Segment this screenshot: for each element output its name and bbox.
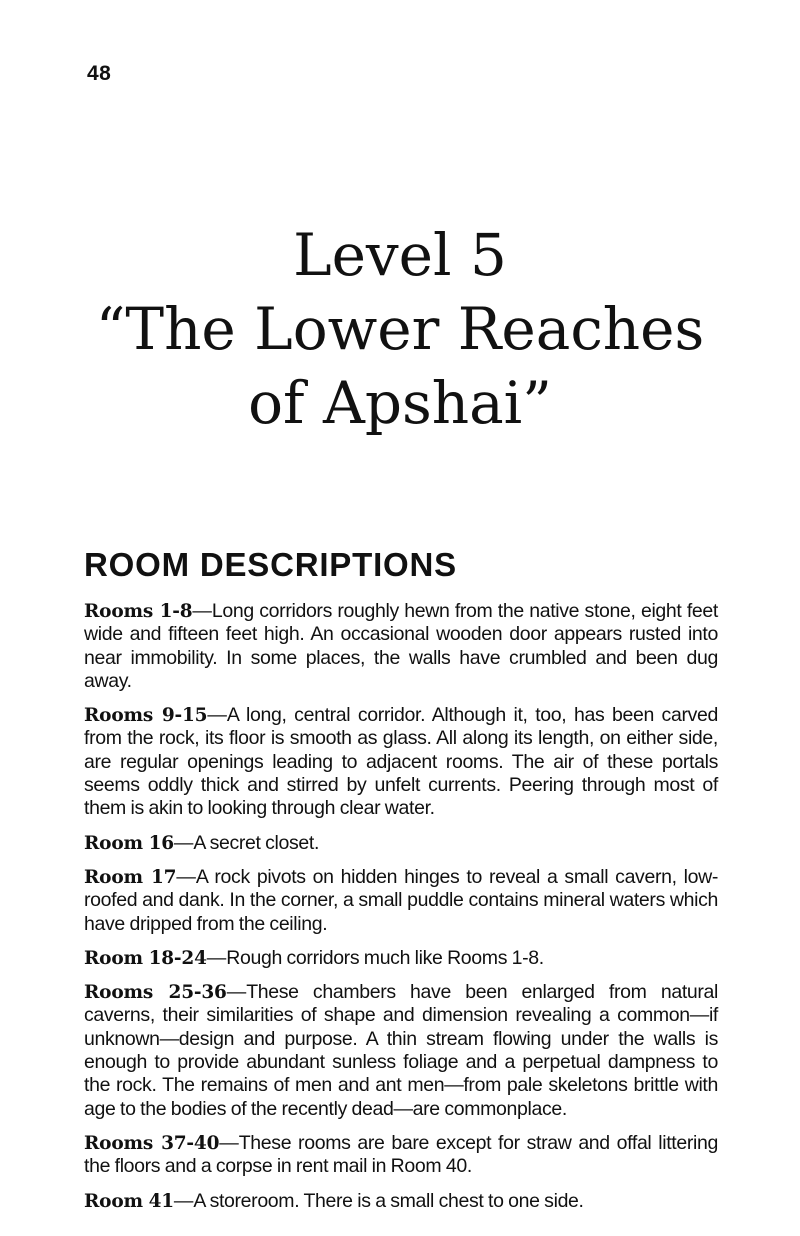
- title-line: of Apshai”: [248, 369, 552, 437]
- room-text: Rough corridors much like Rooms 1-8.: [226, 946, 544, 969]
- room-entry: [84, 704, 718, 820]
- room-entry: [84, 1190, 718, 1213]
- em-dash: —: [226, 981, 247, 1004]
- room-label: Room 16: [84, 832, 174, 854]
- room-label: Room 41: [84, 1190, 174, 1212]
- title-line: “The Lower Reaches: [95, 295, 705, 363]
- chapter-title: [0, 218, 800, 440]
- room-label: Rooms 37-40: [84, 1132, 220, 1154]
- section-heading: ROOM DESCRIPTIONS: [84, 546, 457, 583]
- room-text: A storeroom. There is a small chest to one side.: [193, 1189, 584, 1212]
- title-line: Level 5: [293, 221, 507, 289]
- room-entry: [84, 866, 718, 936]
- page-number: 48: [87, 62, 112, 85]
- em-dash: —: [173, 1189, 194, 1212]
- em-dash: —: [173, 831, 194, 854]
- room-text: A secret closet.: [193, 831, 320, 854]
- room-entry: [84, 1132, 718, 1179]
- room-entry: [84, 981, 718, 1121]
- em-dash: —: [206, 946, 227, 969]
- room-text: These rooms are bare except for straw and offal littering the floors and a corpse in rent mail in Room 40.: [84, 1131, 718, 1178]
- room-entry: [84, 600, 718, 693]
- room-text: A long, central corridor. Although it, too, has been carved from the rock, its floor is smooth as glass. All along its length, on either side, are regular openings leading to adjacent rooms. The air of these portals seems oddly thick and stirred by unfelt currents. Peering through most of them is akin to looking through clear water.: [84, 704, 718, 820]
- room-descriptions: [84, 600, 718, 1224]
- room-label: Rooms 9-15: [84, 705, 208, 727]
- room-label: Rooms 25-36: [84, 982, 227, 1004]
- room-label: Room 17: [84, 866, 177, 888]
- room-text: These chambers have been enlarged from natural caverns, their similarities of shape and dimension revealing a common—if unknown—design and purpose. A thin stream flowing under the walls is enough to provide abundant sunless foliage and a perpetual dampness to the rock. The remains of men and ant men—from pale skeletons brittle with age to the bodies of the recently dead—are commonplace.: [84, 981, 718, 1120]
- room-label: Rooms 1-8: [84, 601, 193, 622]
- em-dash: —: [176, 865, 196, 888]
- em-dash: —: [219, 1131, 239, 1154]
- room-entry: [84, 947, 718, 970]
- room-label: Room 18-24: [84, 947, 207, 969]
- room-entry: [84, 832, 718, 855]
- em-dash: —: [207, 704, 227, 727]
- room-text: A rock pivots on hidden hinges to reveal a small cavern, low-roofed and dank. In the corner, a small puddle contains mineral waters which have dripped from the ceiling.: [84, 865, 718, 935]
- em-dash: —: [192, 600, 212, 622]
- room-text: Long corridors roughly hewn from the native stone, eight feet wide and fifteen feet high. An occasional wooden door appears rusted into near immobility. In some places, the walls have crumbled and been dug away.: [84, 600, 718, 692]
